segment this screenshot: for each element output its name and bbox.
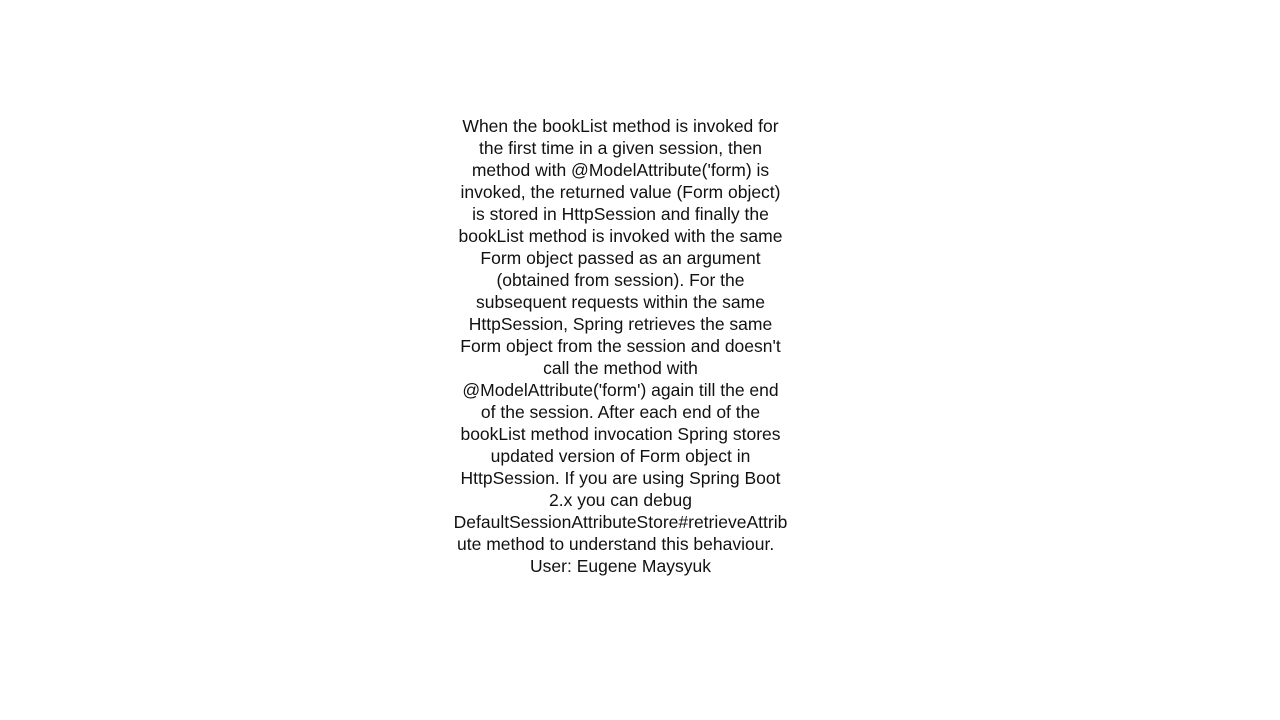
answer-block xyxy=(453,115,788,577)
answer-body-text: When the bookList method is invoked for the first time in a given session, then method with @ModelAttribute('form) is invoked, the returned value (Form object) is stored in HttpSession and finally the bookList method is invoked with the same Form object passed as an argument (obtained from session). For the subsequent requests within the same HttpSession, Spring retrieves the same Form object from the session and doesn't call the method with @ModelAttribute('form') again till the end of the session. After each end of the bookList method invocation Spring stores updated version of Form object in HttpSession. If you are using Spring Boot 2.x you can debug DefaultSessionAttributeStore#retrieveAttribute method to understand this behaviour. xyxy=(453,116,788,554)
answer-user-credit: User: Eugene Maysyuk xyxy=(530,556,711,576)
answer-spacing xyxy=(779,534,784,554)
